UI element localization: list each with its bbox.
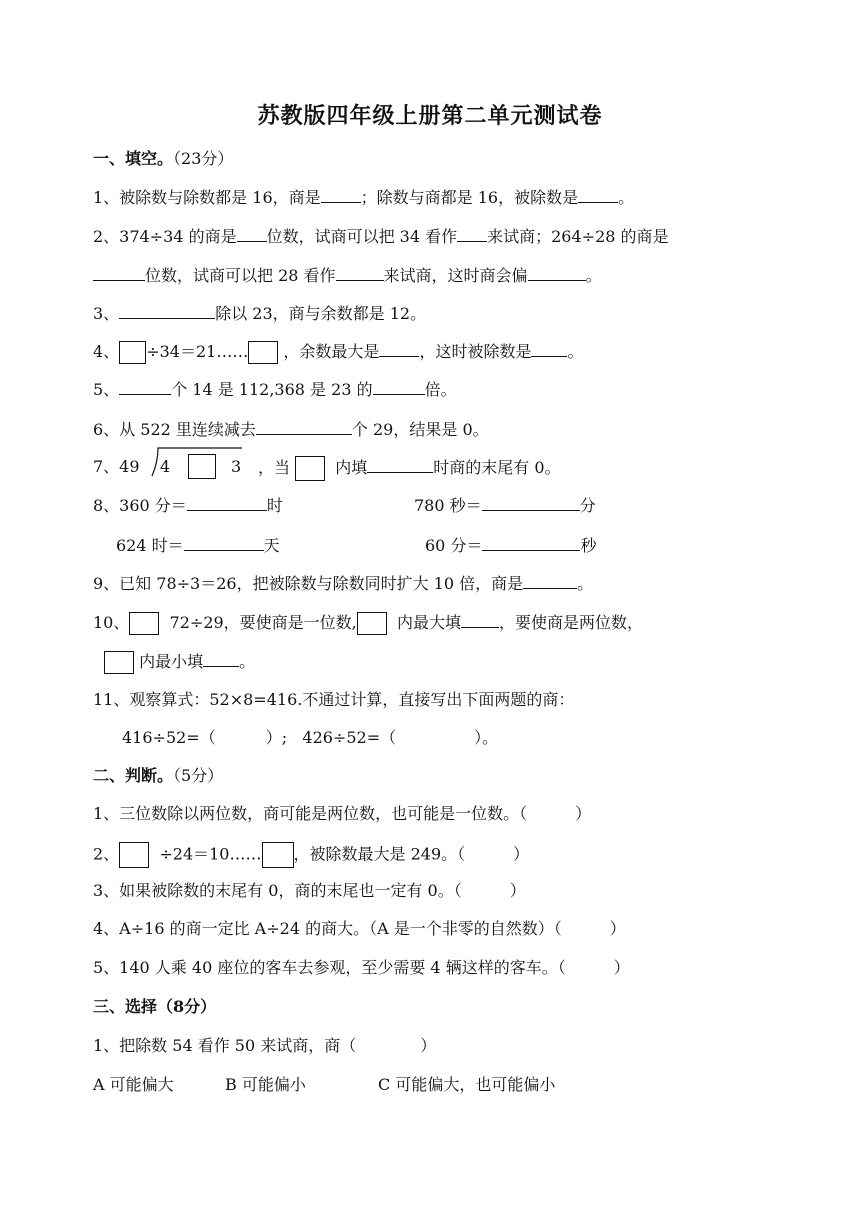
answer-blank[interactable] (93, 264, 145, 281)
answer-box[interactable] (357, 612, 387, 635)
answer-blank[interactable] (457, 225, 487, 242)
question-4 (93, 340, 583, 364)
q3-text-b: 除以 23，商与余数都是 12。 (215, 304, 427, 323)
question-10 (93, 611, 643, 635)
answer-blank[interactable] (379, 340, 419, 357)
section-2-heading (93, 765, 223, 787)
answer-blank[interactable] (237, 225, 267, 242)
q4-text-c: ，余数最大是 (283, 342, 380, 361)
answer-blank[interactable] (256, 418, 352, 435)
q8-text-c: 780 秒＝ (414, 496, 482, 515)
answer-box[interactable] (262, 842, 294, 868)
q11-text-b: 416÷52=（ (122, 728, 216, 747)
q7-text-a: 7、49 (93, 457, 140, 476)
q8-text-g: 60 分＝ (425, 536, 483, 555)
q6-text-a: 6、从 522 里连续减去 (93, 420, 256, 439)
q5-text-a: 5、 (93, 380, 120, 399)
answer-box[interactable] (119, 842, 149, 868)
section-2-score: （5分） (173, 766, 224, 785)
answer-blank[interactable] (578, 186, 618, 203)
q7-dividend-digit-1: 4 (160, 457, 171, 476)
q10-text-c: 内最大填 (396, 613, 461, 632)
question-3 (93, 302, 426, 325)
answer-blank[interactable] (336, 264, 384, 281)
question-10-cont (104, 650, 255, 674)
q2-text-b: 位数，试商可以把 34 看作 (266, 227, 458, 246)
q11-text-d: 426÷52=（ (302, 728, 397, 747)
q7-text-d: ，当 (258, 458, 291, 477)
question-6 (93, 418, 489, 441)
q7-text-f: 时商的末尾有 0。 (433, 458, 561, 477)
question-5 (93, 378, 457, 401)
answer-box[interactable] (104, 651, 134, 674)
answer-box[interactable] (295, 456, 325, 481)
q8-text-h: 秒 (580, 536, 597, 555)
q4-text-d: ，这时被除数是 (419, 342, 532, 361)
judge-1: 1、三位数除以两位数，商可能是两位数，也可能是一位数。（ ） (93, 804, 592, 823)
question-2-cont (93, 264, 602, 287)
q3-text-a: 3、 (93, 304, 120, 323)
q2-text-c: 来试商；264÷28 的商是 (487, 227, 669, 246)
page-title: 苏教版四年级上册第二单元测试卷 (257, 103, 603, 129)
section-1-heading (93, 148, 233, 170)
q9-text-a: 9、已知 78÷3＝26，把被除数与除数同时扩大 10 倍，商是 (93, 574, 524, 593)
q5-text-b: 个 14 是 112,368 是 23 的 (171, 380, 373, 399)
question-11: 11、观察算式：52×8=416.不通过计算，直接写出下面两题的商： (93, 690, 575, 709)
judge-2 (93, 842, 529, 868)
question-11-answers (122, 727, 498, 749)
q2-text-a: 2、374÷34 的商是 (93, 227, 237, 246)
answer-blank[interactable] (528, 264, 586, 281)
q8-text-a: 8、360 分＝ (93, 496, 187, 515)
answer-box[interactable] (129, 612, 159, 635)
q1-text-b: ；除数与商都是 16，被除数是 (360, 188, 579, 207)
q4-text-b: ÷34＝21…… (146, 342, 249, 361)
answer-blank[interactable] (203, 650, 239, 667)
question-8-row-2-right (425, 534, 596, 557)
choice-1: 1、把除数 54 看作 50 来试商，商（ ） (93, 1036, 437, 1055)
question-2 (93, 225, 669, 248)
choice-1-option-b[interactable]: B 可能偏小 (225, 1075, 306, 1094)
q7-dividend-digit-3: 3 (231, 457, 242, 476)
answer-blank[interactable] (119, 302, 215, 319)
answer-blank[interactable] (531, 340, 567, 357)
q4-text-e: 。 (567, 342, 584, 361)
q2-text-d: 位数，试商可以把 28 看作 (145, 266, 336, 285)
q10-text-d: ，要使商是两位数， (498, 613, 643, 632)
q8-text-e: 624 时＝ (116, 536, 184, 555)
section-3-heading: 三、选择（8分） (93, 997, 217, 1016)
q10-text-b: 72÷29，要使商是一位数, (169, 613, 357, 632)
answer-blank[interactable] (187, 494, 267, 511)
j2-text-a: 2、 (93, 844, 120, 864)
q8-text-f: 天 (263, 536, 280, 555)
judge-5: 5、140 人乘 40 座位的客车去参观，至少需要 4 辆这样的客车。（ ） (93, 958, 630, 977)
q10-text-a: 10、 (93, 613, 130, 632)
question-1 (93, 186, 634, 209)
answer-blank[interactable] (184, 534, 264, 551)
q9-text-b: 。 (577, 574, 594, 593)
section-2-title: 二、判断。 (93, 766, 174, 785)
j2-text-b: ÷24＝10…… (159, 844, 262, 864)
q8-text-d: 分 (579, 496, 596, 515)
q11-text-c: ）; (265, 728, 288, 747)
answer-box[interactable] (188, 454, 216, 479)
answer-blank[interactable] (373, 378, 425, 395)
answer-blank[interactable] (321, 186, 361, 203)
answer-blank[interactable] (482, 534, 580, 551)
q10-text-e: 内最小填 (139, 652, 204, 671)
q1-text-c: 。 (618, 188, 635, 207)
choice-1-option-a[interactable]: A 可能偏大 (93, 1075, 174, 1094)
answer-blank[interactable] (523, 572, 577, 589)
section-1-score: （23分） (173, 149, 234, 168)
choice-1-option-c[interactable]: C 可能偏大，也可能偏小 (378, 1075, 556, 1094)
judge-4: 4、A÷16 的商一定比 A÷24 的商大。（A 是一个非零的自然数）（ ） (93, 919, 626, 938)
q2-text-e: 来试商，这时商会偏 (383, 266, 528, 285)
q6-text-b: 个 29，结果是 0。 (351, 420, 489, 439)
q8-text-b: 时 (266, 496, 283, 515)
section-1-title: 一、填空。 (93, 149, 174, 168)
question-8-row-1-right (414, 494, 596, 517)
question-8-row-1-left (93, 494, 283, 517)
judge-3: 3、如果被除数的末尾有 0，商的末尾也一定有 0。（ ） (93, 881, 526, 900)
q5-text-c: 倍。 (424, 380, 457, 399)
answer-blank[interactable] (119, 378, 171, 395)
question-7 (93, 456, 140, 478)
q1-text-a: 1、被除数与除数都是 16，商是 (93, 188, 321, 207)
answer-blank[interactable] (482, 494, 580, 511)
answer-blank[interactable] (367, 456, 433, 473)
answer-box[interactable] (119, 341, 146, 364)
q11-text-e: ）。 (474, 728, 499, 747)
q2-text-f: 。 (585, 266, 602, 285)
answer-box[interactable] (248, 341, 278, 364)
j2-text-c: ，被除数最大是 249。（ ） (293, 844, 530, 864)
q10-text-f: 。 (239, 652, 256, 671)
question-8-row-2-left (116, 534, 280, 557)
q7-text-e: 内填 (335, 458, 368, 477)
q4-text-a: 4、 (93, 342, 120, 361)
question-9 (93, 572, 593, 595)
answer-blank[interactable] (461, 611, 499, 628)
question-7-rest (258, 456, 561, 481)
